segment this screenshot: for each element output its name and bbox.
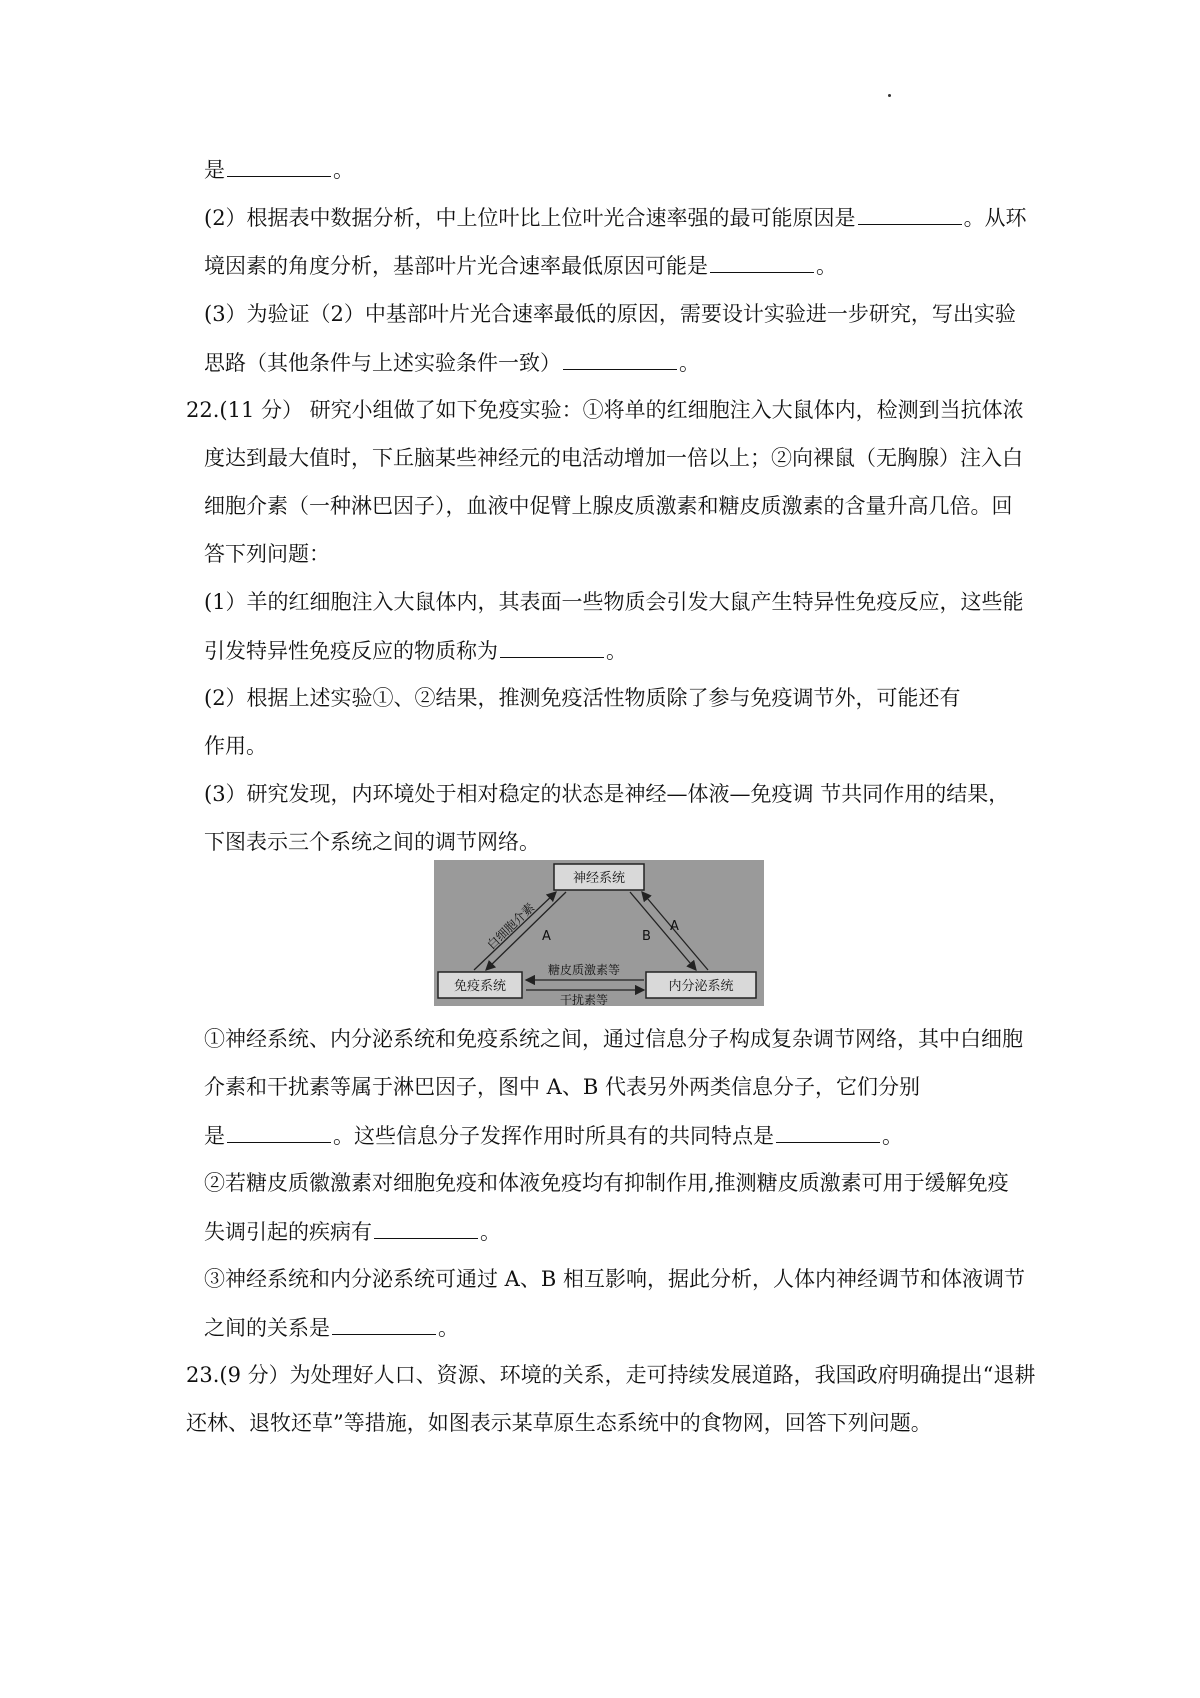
answer-blank[interactable]	[332, 1312, 436, 1335]
answer-blank[interactable]	[776, 1120, 880, 1143]
answer-blank[interactable]	[858, 202, 962, 225]
q23-stem-line-1: 23.(9 分）为处理好人口、资源、环境的关系，走可持续发展道路，我国政府明确提出“退耕	[186, 1363, 1036, 1387]
scan-dot	[888, 94, 891, 97]
endocrine-system-label: 内分泌系统	[668, 979, 734, 994]
q22-item2-line-1: ②若糖皮质徽激素对细胞免疫和体液免疫均有抑制作用,推测糖皮质激素可用于缓解免疫	[204, 1171, 1009, 1195]
q22-sub2-line-1: (2）根据上述实验①、②结果，推测免疫活性物质除了参与免疫调节外，可能还有	[204, 686, 961, 710]
answer-blank[interactable]	[710, 250, 814, 273]
text: 。	[816, 254, 837, 278]
text: 。从环	[963, 206, 1027, 230]
text: 之间的关系是	[204, 1316, 330, 1340]
q22-item1-line-1: ①神经系统、内分泌系统和免疫系统之间，通过信息分子构成复杂调节网络，其中白细胞	[204, 1027, 1023, 1051]
text: 。	[606, 639, 627, 663]
text: (2）根据表中数据分析，中上位叶比上位叶光合速率强的最可能原因是	[204, 206, 856, 230]
q23-stem-line-2: 还林、退牧还草”等措施，如图表示某草原生态系统中的食物网，回答下列问题。	[186, 1411, 932, 1435]
text: 引发特异性免疫反应的物质称为	[204, 639, 498, 663]
q22-item1-line-3	[204, 1120, 903, 1151]
label-a-right: A	[670, 919, 679, 934]
q21-line-1	[204, 154, 354, 185]
text: 思路（其他条件与上述实验条件一致）	[204, 351, 561, 375]
text: 是	[204, 1124, 225, 1148]
q22-item1-line-2: 介素和干扰素等属于淋巴因子，图中 A、B 代表另外两类信息分子，它们分别	[204, 1075, 920, 1099]
q22-stem-line-4: 答下列问题：	[204, 542, 330, 566]
q22-stem-line-2: 度达到最大值时，下丘脑某些神经元的电活动增加一倍以上；②向裸鼠（无胸腺）注入白	[204, 446, 1023, 470]
q22-item2-line-2	[204, 1216, 501, 1247]
text: 。	[438, 1316, 459, 1340]
q22-sub1-line-1: (1）羊的红细胞注入大鼠体内，其表面一些物质会引发大鼠产生特异性免疫反应，这些能	[204, 590, 1024, 614]
text: 。	[333, 158, 354, 182]
q22-stem-line-1: 22.(11 分） 研究小组做了如下免疫实验：①将单的红细胞注入大鼠体内，检测到当抗体浓	[186, 398, 1024, 422]
q22-sub3-line-2: 下图表示三个系统之间的调节网络。	[204, 830, 540, 854]
glucocorticoid-label: 糖皮质激素等	[547, 963, 621, 977]
answer-blank[interactable]	[563, 347, 677, 370]
q21-part3-line-2	[204, 347, 700, 378]
text: 境因素的角度分析，基部叶片光合速率最低原因可能是	[204, 254, 708, 278]
interleukin-label: 白细胞介素	[484, 900, 538, 953]
q22-sub2-line-2: 作用。	[204, 734, 267, 758]
label-a-left: A	[542, 929, 551, 944]
answer-blank[interactable]	[500, 635, 604, 658]
arrow-nervous-to-endocrine	[630, 892, 696, 970]
answer-blank[interactable]	[227, 1120, 331, 1143]
text: 是	[204, 158, 225, 182]
answer-blank[interactable]	[227, 154, 331, 177]
q22-sub3-line-1: (3）研究发现，内环境处于相对稳定的状态是神经—体液—免疫调 节共同作用的结果，	[204, 782, 1010, 806]
q22-item3-line-1: ③神经系统和内分泌系统可通过 A、B 相互影响，据此分析，人体内神经调节和体液调节	[204, 1267, 1025, 1291]
nervous-system-label: 神经系统	[572, 871, 626, 886]
immune-system-label: 免疫系统	[453, 979, 507, 994]
text: 。这些信息分子发挥作用时所具有的共同特点是	[333, 1124, 774, 1148]
label-b: B	[642, 929, 651, 944]
answer-blank[interactable]	[374, 1216, 478, 1239]
regulation-network-figure	[434, 860, 764, 1006]
q21-part2-line-2	[204, 250, 837, 281]
text: 。	[679, 351, 700, 375]
q22-sub1-line-2	[204, 635, 627, 666]
text: 。	[882, 1124, 903, 1148]
q21-part2-line-1	[204, 202, 1027, 233]
q22-stem-line-3: 细胞介素（一种淋巴因子），血液中促臂上腺皮质激素和糖皮质激素的含量升高几倍。回	[204, 494, 1013, 518]
regulation-network-diagram	[434, 860, 764, 1006]
text: 。	[480, 1220, 501, 1244]
text: 失调引起的疾病有	[204, 1220, 372, 1244]
q21-part3-line-1: (3）为验证（2）中基部叶片光合速率最低的原因，需要设计实验进一步研究，写出实验	[204, 302, 1016, 326]
interferon-label: 干扰素等	[559, 993, 609, 1006]
q22-item3-line-2	[204, 1312, 459, 1343]
